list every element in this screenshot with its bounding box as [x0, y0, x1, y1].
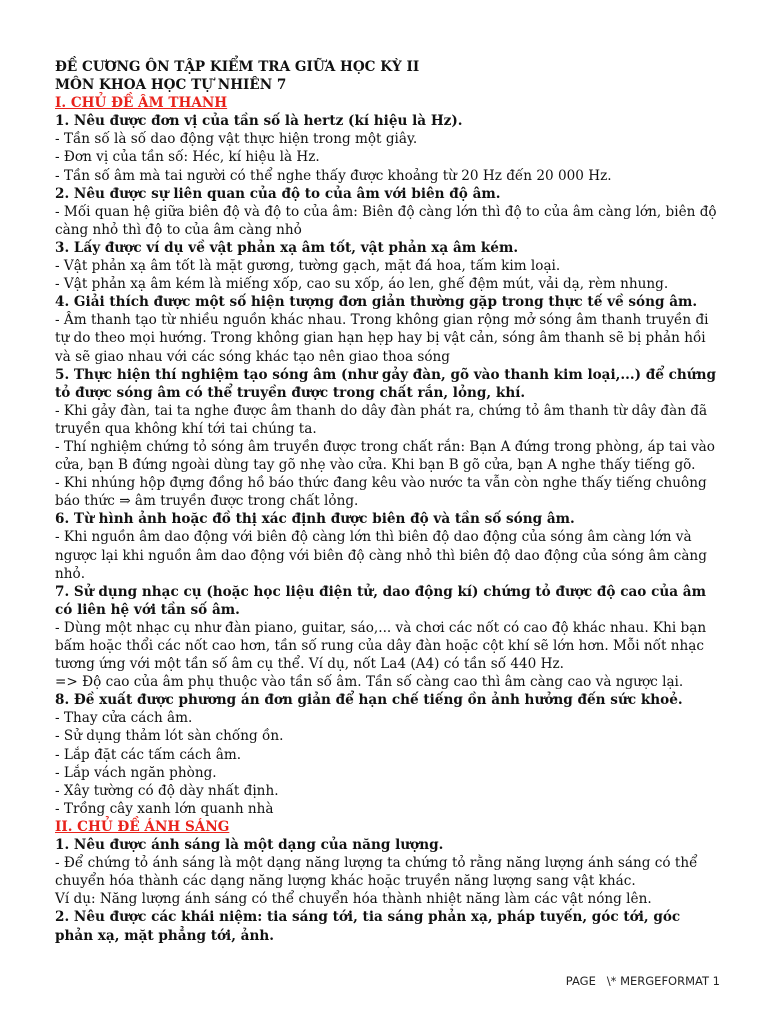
question-light-2: 2. Nêu được các khái niệm: tia sáng tới, tia sáng phản xạ, pháp tuyến, góc tới, góc phản xạ, mặt phẳng tới, ảnh.	[55, 909, 681, 944]
question-3: 3. Lấy được ví dụ về vật phản xạ âm tốt, vật phản xạ âm kém.	[55, 239, 519, 256]
answer-line: => Độ cao của âm phụ thuộc vào tần số âm. Tần số càng cao thì âm càng cao và ngược lại.	[55, 674, 684, 691]
question-6: 6. Từ hình ảnh hoặc đồ thị xác định được biên độ và tần số sóng âm.	[55, 511, 575, 528]
answer-line: - Xây tường có độ dày nhất định.	[55, 782, 279, 799]
answer-line: - Đơn vị của tần số: Héc, kí hiệu là Hz.	[55, 149, 320, 166]
answer-line: Ví dụ: Năng lượng ánh sáng có thể chuyển hóa thành nhiệt năng làm các vật nóng lên.	[55, 891, 652, 908]
page-footer-field: PAGE \* MERGEFORMAT 1	[565, 974, 720, 988]
question-8: 8. Đề xuất được phương án đơn giản để hạn chế tiếng ồn ảnh hưởng đến sức khoẻ.	[55, 692, 683, 709]
answer-line: - Vật phản xạ âm kém là miếng xốp, cao su xốp, áo len, ghế đệm mút, vải dạ, rèm nhung.	[55, 276, 669, 293]
document-title-line-2: MÔN KHOA HỌC TỰ NHIÊN 7	[55, 77, 287, 94]
question-2: 2. Nêu được sự liên quan của độ to của âm với biên độ âm.	[55, 185, 501, 202]
section-heading-sound: I. CHỦ ĐỀ ÂM THANH	[55, 95, 228, 112]
answer-line: - Dùng một nhạc cụ như đàn piano, guitar, sáo,... và chơi các nốt có cao độ khác nhau. Khi bạn bấm hoặc thổi các nốt cao hơn, tần số rung của dây đàn hoặc cột khí sẽ lớn hơn. Mỗi nốt nhạc tương ứng với một tần số âm cụ thể. Ví dụ, nốt La4 (A4) có tần số 440 Hz.	[55, 619, 707, 673]
answer-line: - Tần số là số dao động vật thực hiện trong một giây.	[55, 131, 418, 148]
answer-line: - Lắp vách ngăn phòng.	[55, 764, 217, 781]
answer-line: - Khi nhúng hộp đựng đồng hồ báo thức đang kêu vào nước ta vẫn còn nghe thấy tiếng chuông báo thức ⇒ âm truyền được trong chất lỏng.	[55, 475, 707, 510]
answer-line: - Để chứng tỏ ánh sáng là một dạng năng lượng ta chứng tỏ rằng năng lượng ánh sáng có thể chuyển hóa thành các dạng năng lượng khác hoặc truyền năng lượng sang vật khác.	[55, 855, 698, 890]
question-5: 5. Thực hiện thí nghiệm tạo sóng âm (như gảy đàn, gõ vào thanh kim loại,...) để chứng tỏ được sóng âm có thể truyền được trong chất rắn, lỏng, khí.	[55, 366, 717, 401]
question-4: 4. Giải thích được một số hiện tượng đơn giản thường gặp trong thực tế về sóng âm.	[55, 294, 698, 311]
answer-line: - Khi gảy đàn, tai ta nghe được âm thanh do dây đàn phát ra, chứng tỏ âm thanh từ dây đàn đã truyền qua không khí tới tai chúng ta.	[55, 402, 708, 437]
answer-line: - Vật phản xạ âm tốt là mặt gương, tường gạch, mặt đá hoa, tấm kim loại.	[55, 258, 561, 275]
answer-line: - Trồng cây xanh lớn quanh nhà	[55, 800, 274, 817]
answer-line: - Thay cửa cách âm.	[55, 710, 193, 727]
question-7: 7. Sử dụng nhạc cụ (hoặc học liệu điện tử, dao động kí) chứng tỏ được độ cao của âm có liên hệ với tần số âm.	[55, 583, 706, 618]
question-1: 1. Nêu được đơn vị của tần số là hertz (kí hiệu là Hz).	[55, 113, 463, 130]
document-title-line-1: ĐỀ CƯƠNG ÔN TẬP KIỂM TRA GIỮA HỌC KỲ II	[55, 59, 420, 75]
answer-line: - Tần số âm mà tai người có thể nghe thấy được khoảng từ 20 Hz đến 20 000 Hz.	[55, 167, 612, 184]
section-heading-light: II. CHỦ ĐỀ ÁNH SÁNG	[55, 818, 230, 835]
question-light-1: 1. Nêu được ánh sáng là một dạng của năng lượng.	[55, 837, 444, 854]
answer-line: - Sử dụng thảm lót sàn chống ồn.	[55, 728, 284, 745]
answer-line: - Lắp đặt các tấm cách âm.	[55, 746, 242, 763]
answer-line: - Thí nghiệm chứng tỏ sóng âm truyền được trong chất rắn: Bạn A đứng trong phòng, áp tai vào cửa, bạn B đứng ngoài dùng tay gõ nhẹ vào cửa. Khi bạn B gõ cửa, bạn A nghe thấy tiếng gõ.	[55, 438, 715, 474]
answer-line: - Âm thanh tạo từ nhiều nguồn khác nhau. Trong không gian rộng mở sóng âm thanh truyền đi tự do theo mọi hướng. Trong không gian hạn hẹp hay bị vật cản, sóng âm thanh sẽ bị phản hồi và sẽ giao nhau với các sóng khác tạo nên giao thoa sóng	[55, 312, 709, 365]
answer-line: - Mối quan hệ giữa biên độ và độ to của âm: Biên độ càng lớn thì độ to của âm càng lớn, biên độ càng nhỏ thì độ to của âm càng nhỏ	[55, 203, 717, 238]
answer-line: - Khi nguồn âm dao động với biên độ càng lớn thì biên độ dao động của sóng âm càng lớn và ngược lại khi nguồn âm dao động với biên độ càng nhỏ thì biên độ dao động của sóng âm càng nhỏ.	[55, 529, 707, 582]
